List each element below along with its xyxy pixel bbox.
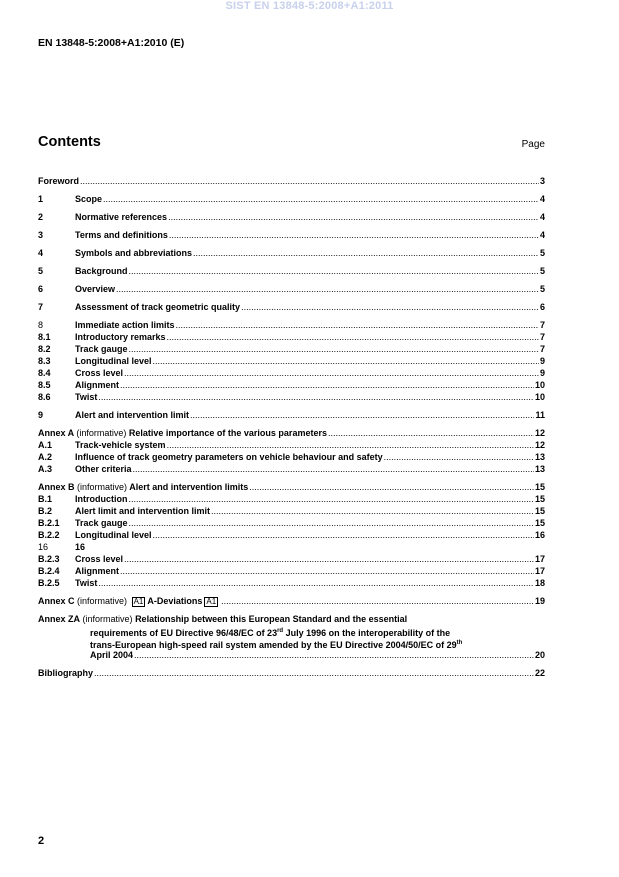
toc-entry-number: A.1 xyxy=(38,440,53,450)
toc-entry-title: Symbols and abbreviations xyxy=(75,248,193,258)
toc-entry-title: Normative references xyxy=(75,212,168,222)
toc-entry-number: B.2.4 xyxy=(38,566,60,576)
toc-entry-page: 6 xyxy=(539,302,545,312)
watermark: SIST EN 13848-5:2008+A1:2011 xyxy=(225,0,394,12)
toc-entry-page: 16 xyxy=(534,530,545,540)
superscript: th xyxy=(456,640,463,646)
toc-entry-number: A.2 xyxy=(38,452,53,462)
toc-entry-page: 19 xyxy=(534,596,545,606)
toc-entry[interactable] xyxy=(38,229,545,241)
toc-entry[interactable] xyxy=(38,343,545,355)
annex-title: A-Deviations xyxy=(147,596,203,606)
toc-entry-title: Scope xyxy=(75,194,103,204)
annex-label: Annex A xyxy=(38,428,74,438)
leader-dots xyxy=(211,505,534,517)
toc-entry-title: Bibliography xyxy=(38,668,94,678)
toc-entry-number: B.2.1 xyxy=(38,518,60,528)
leader-dots xyxy=(193,247,539,259)
leader-dots xyxy=(120,379,534,391)
annex-label: Annex C xyxy=(38,596,75,606)
toc-entry-title: Other criteria xyxy=(75,464,132,474)
toc-entry-title: Longitudinal level xyxy=(75,356,152,366)
page-number: 2 xyxy=(38,835,45,847)
annex-informative: (informative) xyxy=(77,482,128,492)
toc-entry[interactable] xyxy=(38,319,545,331)
toc-entry-number: 9 xyxy=(38,410,44,420)
leader-dots xyxy=(176,319,539,331)
toc-entry-title: Overview xyxy=(75,284,116,294)
leader-dots xyxy=(103,193,539,205)
toc-entry-number: B.1 xyxy=(38,494,53,504)
amendment-end-icon: A1 xyxy=(206,597,217,606)
toc-entry-page: 7 xyxy=(539,332,545,342)
toc-entry-page: 20 xyxy=(534,650,545,660)
leader-dots xyxy=(384,451,534,463)
toc-entry-number: 5 xyxy=(38,266,44,276)
text-part: requirements of EU Directive 96/48/EC of 23 xyxy=(90,628,278,638)
page-column-label: Page xyxy=(521,139,545,150)
annex-title-line4: April 2004 xyxy=(90,650,134,660)
toc-entry-page: 4 xyxy=(539,194,545,204)
toc-entry-title: Influence of track geometry parameters on vehicle behaviour and safety xyxy=(75,452,383,462)
toc-entry-title: Twist xyxy=(75,578,98,588)
leader-dots xyxy=(80,175,539,187)
toc-entry[interactable] xyxy=(38,379,545,391)
toc-entry-number: B.2.2 xyxy=(38,530,60,540)
toc-entry-stray xyxy=(38,541,545,553)
toc-entry[interactable] xyxy=(38,553,545,565)
leader-dots xyxy=(134,649,534,661)
toc-entry-page: 15 xyxy=(534,482,545,492)
toc-entry-number: 8.3 xyxy=(38,356,51,366)
leader-dots xyxy=(124,553,534,565)
toc-entry-title: Alignment xyxy=(75,380,119,390)
toc-entry-title: 16 xyxy=(75,542,86,552)
toc-entry-number: B.2.5 xyxy=(38,578,60,588)
toc-entry-page: 13 xyxy=(534,464,545,474)
toc-entry-number: 8.4 xyxy=(38,368,51,378)
toc-entry[interactable] xyxy=(38,517,545,529)
leader-dots xyxy=(249,481,534,493)
toc-entry-page: 22 xyxy=(534,668,545,678)
toc-entry-annex-b[interactable] xyxy=(38,481,545,493)
document-id: EN 13848-5:2008+A1:2010 (E) xyxy=(38,37,185,49)
leader-dots xyxy=(129,493,534,505)
toc-entry-page: 15 xyxy=(534,494,545,504)
leader-dots xyxy=(129,343,539,355)
toc-entry-page: 11 xyxy=(535,410,545,420)
toc-entry-page: 13 xyxy=(534,452,545,462)
toc-entry-title: Alert limit and intervention limit xyxy=(75,506,211,516)
leader-dots xyxy=(129,265,539,277)
toc-entry[interactable] xyxy=(38,577,545,589)
toc-entry-title: Longitudinal level xyxy=(75,530,152,540)
toc-entry-page: 7 xyxy=(539,320,545,330)
toc-entry-title: Background xyxy=(75,266,128,276)
toc-entry-number: B.2 xyxy=(38,506,53,516)
leader-dots xyxy=(98,391,534,403)
toc-entry-title: Track gauge xyxy=(75,344,128,354)
toc-entry[interactable] xyxy=(38,265,545,277)
toc-entry-page: 10 xyxy=(534,392,545,402)
leader-dots xyxy=(169,229,539,241)
annex-label: Annex ZA xyxy=(38,614,81,624)
annex-informative: (informative) xyxy=(77,596,128,606)
toc-entry-page: 5 xyxy=(539,284,545,294)
leader-dots xyxy=(98,577,534,589)
leader-dots xyxy=(167,439,534,451)
leader-dots xyxy=(167,331,539,343)
toc-entry-number: 8.2 xyxy=(38,344,51,354)
toc-entry-title: Track-vehicle system xyxy=(75,440,166,450)
leader-dots xyxy=(221,595,534,607)
toc-entry-page: 18 xyxy=(534,578,545,588)
toc-entry-page: 10 xyxy=(534,380,545,390)
toc-entry-page: 15 xyxy=(534,506,545,516)
toc-entry-page: 17 xyxy=(534,554,545,564)
toc-entry-page: 5 xyxy=(539,248,545,258)
leader-dots xyxy=(328,427,534,439)
toc-entry-number: 8 xyxy=(38,320,44,330)
toc-entry-title: Track gauge xyxy=(75,518,128,528)
toc-entry-annex-c[interactable] xyxy=(38,595,545,607)
page-title: Contents xyxy=(38,134,101,150)
toc-entry-page: 3 xyxy=(539,176,545,186)
toc-entry-number: 8.1 xyxy=(38,332,51,342)
toc-entry-title: Introductory remarks xyxy=(75,332,166,342)
toc-entry[interactable] xyxy=(38,193,545,205)
annex-informative: (informative) xyxy=(76,428,127,438)
leader-dots xyxy=(190,409,534,421)
toc-entry-number: 3 xyxy=(38,230,44,240)
annex-title: Alert and intervention limits xyxy=(129,482,249,492)
amendment-start-icon: A1 xyxy=(133,597,144,606)
toc-entry-title: Alignment xyxy=(75,566,119,576)
toc-entry[interactable] xyxy=(38,493,545,505)
toc-entry-foreword[interactable] xyxy=(38,175,545,187)
toc-entry[interactable] xyxy=(38,211,545,223)
toc-entry[interactable] xyxy=(38,391,545,403)
toc-entry-page: 9 xyxy=(539,356,545,366)
annex-title: Relative importance of the various parameters xyxy=(128,428,327,438)
toc-entry-title: Alert and intervention limit xyxy=(75,410,190,420)
toc-entry[interactable] xyxy=(38,301,545,313)
toc-entry-page: 7 xyxy=(539,344,545,354)
leader-dots xyxy=(168,211,539,223)
toc-entry-page: 5 xyxy=(539,266,545,276)
toc-entry-title: Terms and definitions xyxy=(75,230,168,240)
toc-entry-page: 9 xyxy=(539,368,545,378)
text-part: trans-European high-speed rail system amended by the EU Directive 2004/50/EC of 29 xyxy=(90,640,457,650)
toc-entry-number: 4 xyxy=(38,248,44,258)
toc-entry-annex-za[interactable] xyxy=(38,613,545,661)
leader-dots xyxy=(129,517,534,529)
toc-entry[interactable] xyxy=(38,565,545,577)
toc-entry-title: Cross level xyxy=(75,368,124,378)
leader-dots xyxy=(116,283,539,295)
toc-entry-title: Introduction xyxy=(75,494,128,504)
leader-dots xyxy=(120,565,534,577)
toc-entry-number: 7 xyxy=(38,302,44,312)
toc-entry[interactable] xyxy=(38,367,545,379)
toc-entry[interactable] xyxy=(38,529,545,541)
toc-entry-bibliography[interactable] xyxy=(38,667,545,679)
toc-entry-number: 2 xyxy=(38,212,44,222)
toc-entry[interactable] xyxy=(38,355,545,367)
toc-entry-number: 8.5 xyxy=(38,380,51,390)
table-of-contents xyxy=(38,175,545,679)
toc-entry-page: 4 xyxy=(539,230,545,240)
annex-title-line1: Relationship between this European Standard and the essential xyxy=(135,614,408,624)
leader-dots xyxy=(153,529,534,541)
toc-entry[interactable] xyxy=(38,439,545,451)
toc-entry-title: Twist xyxy=(75,392,98,402)
toc-entry[interactable] xyxy=(38,463,545,475)
toc-entry-number: A.3 xyxy=(38,464,53,474)
toc-entry[interactable] xyxy=(38,409,545,421)
toc-entry[interactable] xyxy=(38,247,545,259)
toc-entry-page: 17 xyxy=(534,566,545,576)
annex-informative: (informative) xyxy=(82,614,133,624)
toc-entry-title: Assessment of track geometric quality xyxy=(75,302,241,312)
toc-entry-title: Foreword xyxy=(38,176,80,186)
leader-dots xyxy=(241,301,539,313)
toc-entry-page: 4 xyxy=(539,212,545,222)
annex-label: Annex B xyxy=(38,482,75,492)
toc-entry-number: 6 xyxy=(38,284,44,294)
toc-entry[interactable] xyxy=(38,331,545,343)
toc-entry-page: 15 xyxy=(534,518,545,528)
leader-dots xyxy=(133,463,534,475)
toc-entry-number: B.2.3 xyxy=(38,554,60,564)
leader-dots xyxy=(94,667,534,679)
toc-entry-title: Immediate action limits xyxy=(75,320,175,330)
toc-entry-page: 12 xyxy=(534,428,545,438)
toc-entry-annex-a[interactable] xyxy=(38,427,545,439)
toc-entry-page: 12 xyxy=(534,440,545,450)
leader-dots xyxy=(153,355,539,367)
toc-entry-number: 16 xyxy=(38,542,49,552)
superscript: rd xyxy=(277,628,284,634)
toc-entry[interactable] xyxy=(38,283,545,295)
toc-entry-number: 8.6 xyxy=(38,392,51,402)
toc-entry[interactable] xyxy=(38,505,545,517)
leader-dots xyxy=(124,367,539,379)
toc-entry[interactable] xyxy=(38,451,545,463)
toc-entry-title: Cross level xyxy=(75,554,124,564)
toc-entry-number: 1 xyxy=(38,194,44,204)
text-part: July 1996 on the interoperability of the xyxy=(283,628,451,638)
